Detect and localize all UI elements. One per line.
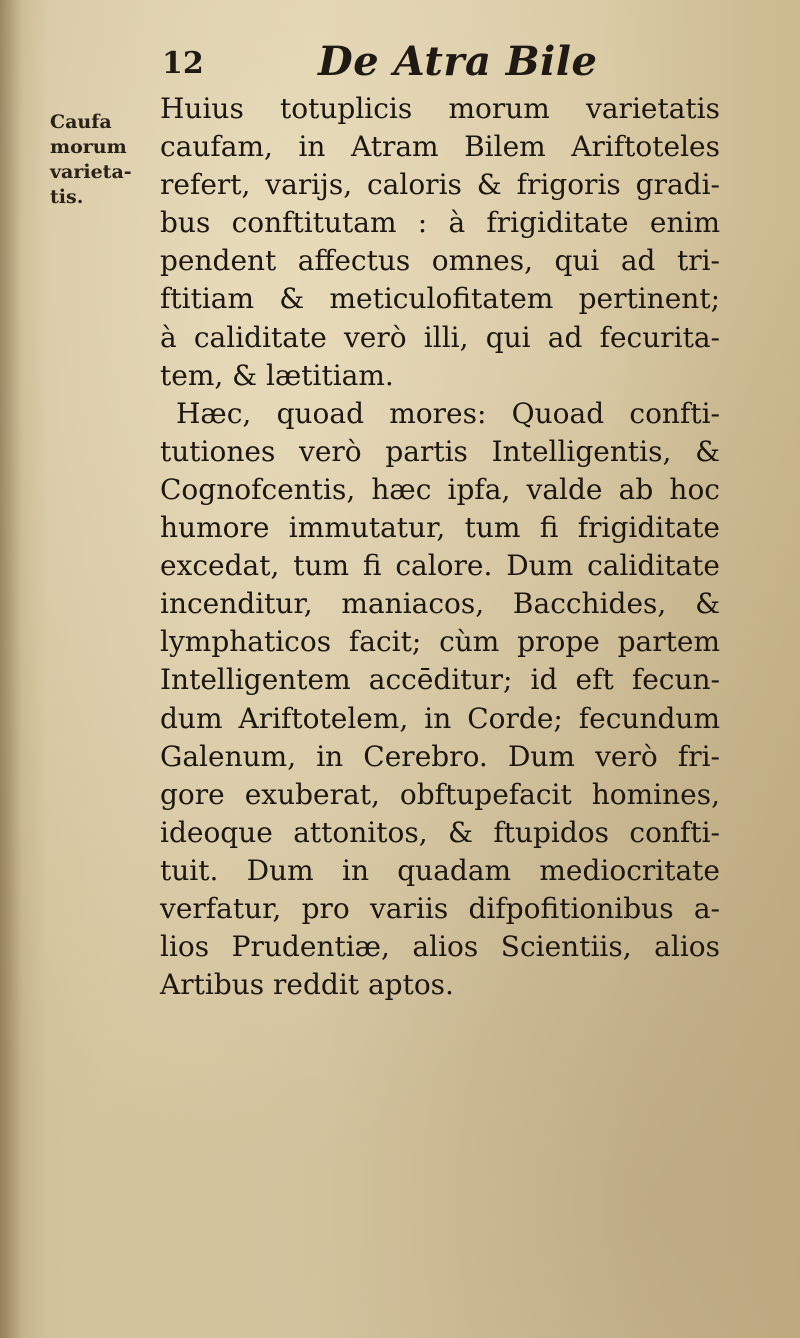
text-line: Artibus reddit aptos. [160, 968, 454, 1002]
text-line: incenditur, maniacos, Bacchides, & [160, 587, 720, 621]
text-line: humore immutatur, tum fi frigiditate [160, 511, 720, 545]
text-line: tem, & lætitiam. [160, 358, 394, 392]
text-line: tutiones verò partis Intelligentis, & [160, 434, 720, 468]
page-spine-shadow [0, 0, 22, 1338]
text-line: pendent affectus omnes, qui ad tri- [160, 244, 720, 278]
marginal-note [50, 110, 160, 210]
body-text [160, 90, 720, 1004]
text-line: verfatur, pro variis difpofitionibus a- [160, 891, 720, 925]
text-line: caufam, in Atram Bilem Ariftoteles [160, 130, 720, 164]
text-line: refert, varijs, caloris & frigoris gradi- [160, 168, 720, 202]
text-line: Intelligentem accēditur; id eft fecun- [160, 663, 720, 697]
page-header [0, 38, 800, 88]
marginal-note-line: morum [50, 136, 127, 158]
text-line: lymphaticos facit; cùm prope partem [160, 625, 720, 659]
marginal-note-line: tis. [50, 186, 84, 208]
text-line: Galenum, in Cerebro. Dum verò fri- [160, 739, 720, 773]
marginal-note-line: Caufa [50, 111, 112, 133]
text-line: ideoque attonitos, & ftupidos confti- [160, 815, 720, 849]
text-line: Cognofcentis, hæc ipfa, valde ab hoc [160, 472, 720, 506]
text-line: dum Ariftotelem, in Corde; fecundum [160, 701, 720, 735]
text-line: excedat, tum fi calore. Dum caliditate [160, 549, 720, 583]
running-title: De Atra Bile [318, 38, 598, 85]
text-line: Huius totuplicis morum varietatis [160, 92, 720, 125]
text-line: bus conftitutam : à frigiditate enim [160, 206, 720, 240]
text-line: à caliditate verò illi, qui ad fecurita- [160, 320, 720, 354]
page-number: 12 [162, 46, 204, 81]
text-line: tuit. Dum in quadam mediocritate [160, 853, 720, 887]
text-line: gore exuberat, obftupefacit homines, [160, 777, 720, 811]
text-line: ftitiam & meticulofitatem pertinent; [160, 282, 720, 316]
text-line: lios Prudentiæ, alios Scientiis, alios [160, 930, 720, 964]
text-line: Hæc, quoad mores: Quoad confti- [176, 396, 720, 430]
marginal-note-line: varieta- [50, 161, 132, 183]
